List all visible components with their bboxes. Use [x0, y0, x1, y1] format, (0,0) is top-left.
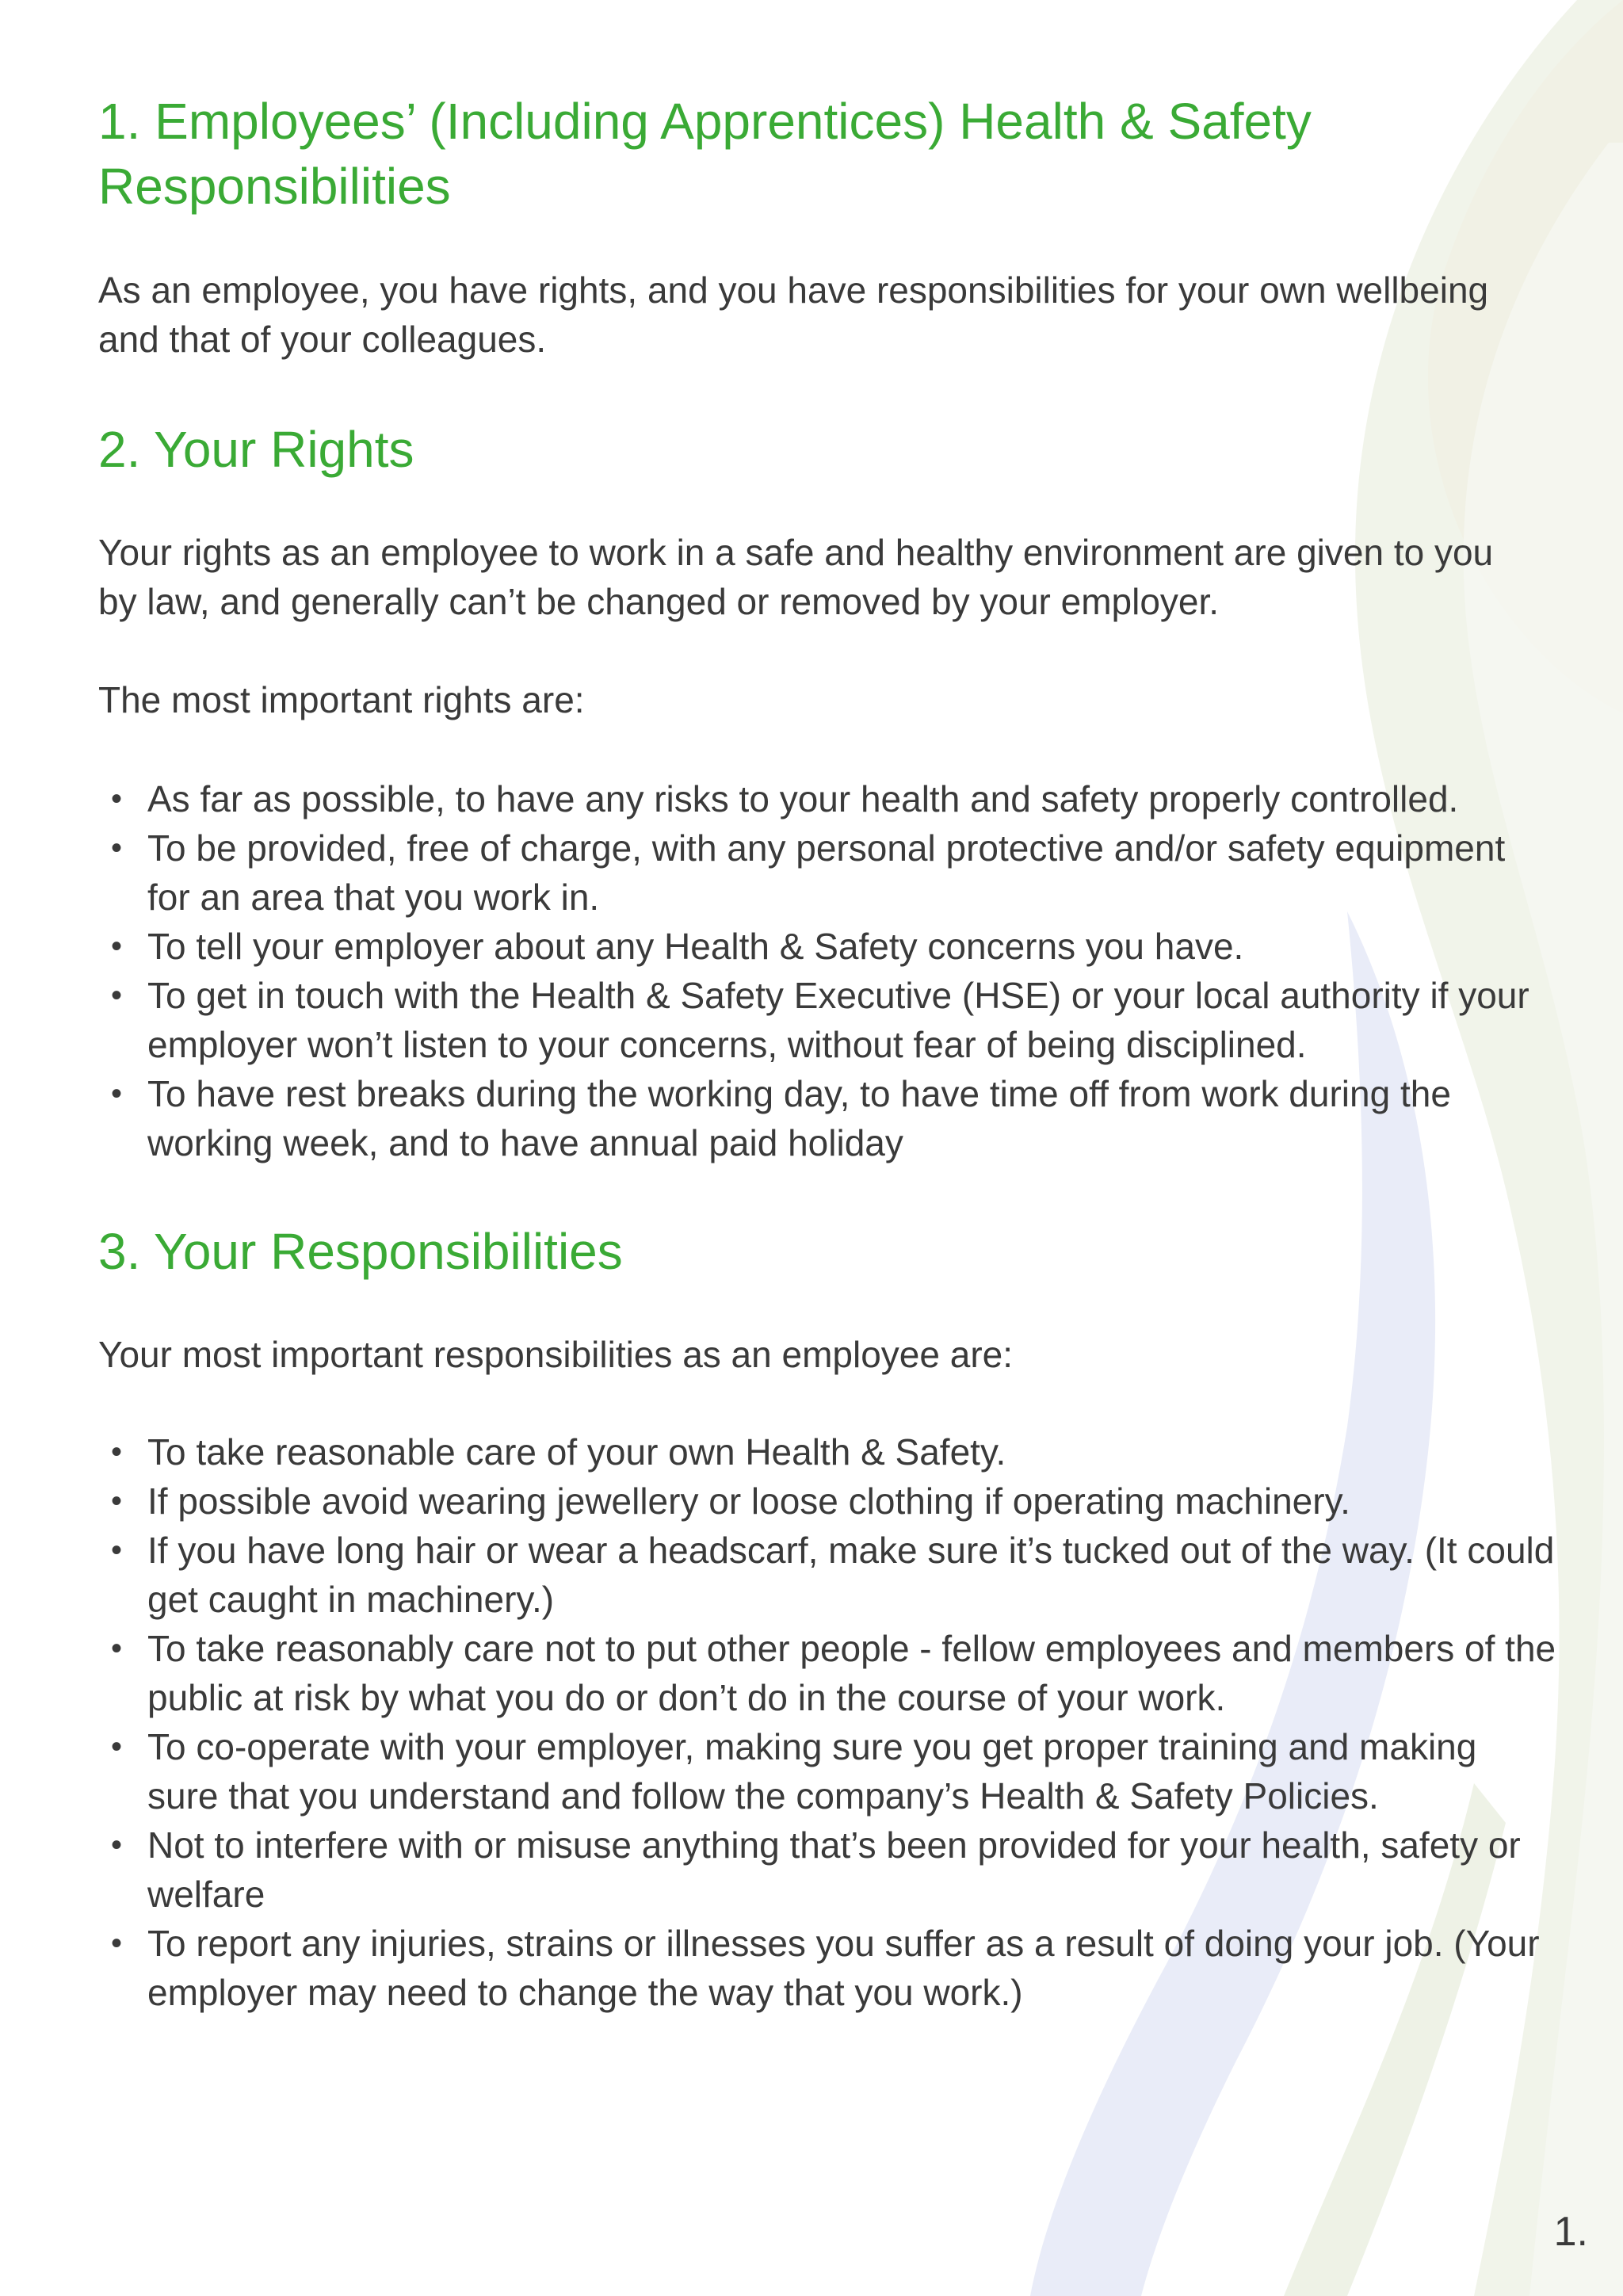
list-item-text: To get in touch with the Health & Safety Executive (HSE) or your local authority if your employer won’t listen to your concerns, without fear of being disciplined. [147, 975, 1529, 1065]
bullet-dot: • [111, 1435, 123, 1469]
list-item-text: If possible avoid wearing jewellery or loose clothing if operating machinery. [147, 1480, 1350, 1522]
list-item [98, 1477, 1556, 1526]
list-item [98, 1722, 1556, 1820]
list-item-text: To be provided, free of charge, with any personal protective and/or safety equipment for an area that you work in. [147, 827, 1506, 918]
bullet-dot: • [111, 781, 123, 816]
list-item-text: To tell your employer about any Health & Safety concerns you have. [147, 926, 1244, 967]
list-item [98, 1820, 1556, 1919]
page-number: 1. [1553, 2209, 1588, 2255]
list-item-text: Not to interfere with or misuse anything that’s been provided for your health, safety or welfare [147, 1824, 1521, 1915]
list-item [98, 774, 1556, 823]
bullet-dot: • [111, 1076, 123, 1111]
list-item [98, 1919, 1556, 2017]
list-item-text: To co-operate with your employer, making sure you get proper training and making sure that you understand and follow the company’s Health & Safety Policies. [147, 1726, 1477, 1817]
list-item [98, 1624, 1556, 1722]
bullet-dot: • [111, 1926, 123, 1961]
rights-list [98, 774, 1556, 1167]
list-item-text: As far as possible, to have any risks to your health and safety properly controlled. [147, 778, 1459, 819]
section-1-heading: 1. Employees’ (Including Apprentices) Health & Safety Responsibilities [98, 93, 1312, 215]
list-item [98, 1526, 1556, 1624]
list-item-text: To take reasonably care not to put other people - fellow employees and members of the public at risk by what you do or don’t do in the course of your work. [147, 1628, 1556, 1718]
bullet-dot: • [111, 831, 123, 865]
section-2-body: Your rights as an employee to work in a safe and healthy environment are given to you by law, and generally can’t be changed or removed by your employer. [98, 532, 1494, 622]
list-item [98, 1427, 1556, 1477]
bullet-dot: • [111, 929, 123, 964]
bullet-dot: • [111, 1484, 123, 1519]
list-item [98, 922, 1556, 971]
bullet-dot: • [111, 1729, 123, 1764]
responsibilities-list [98, 1427, 1556, 2017]
section-3-heading: 3. Your Responsibilities [98, 1223, 623, 1280]
section-1-body: As an employee, you have rights, and you have responsibilities for your own wellbeing and that of your colleagues. [98, 269, 1489, 360]
list-item [98, 823, 1556, 922]
section-2-intro: The most important rights are: [98, 679, 585, 720]
section-3-intro: Your most important responsibilities as an employee are: [98, 1334, 1013, 1375]
list-item [98, 1069, 1556, 1167]
list-item-text: If you have long hair or wear a headscarf, make sure it’s tucked out of the way. (It could get caught in machinery.) [147, 1530, 1555, 1620]
bullet-dot: • [111, 1828, 123, 1862]
list-item-text: To have rest breaks during the working day, to have time off from work during the working week, and to have annual paid holiday [147, 1073, 1451, 1163]
bullet-dot: • [111, 1533, 123, 1568]
bullet-dot: • [111, 978, 123, 1013]
bullet-dot: • [111, 1631, 123, 1666]
section-2-heading: 2. Your Rights [98, 421, 414, 478]
list-item [98, 971, 1556, 1069]
list-item-text: To report any injuries, strains or illnesses you suffer as a result of doing your job. (Your employer may need to change the way that you work.) [147, 1923, 1540, 2013]
list-item-text: To take reasonable care of your own Health & Safety. [147, 1431, 1006, 1473]
